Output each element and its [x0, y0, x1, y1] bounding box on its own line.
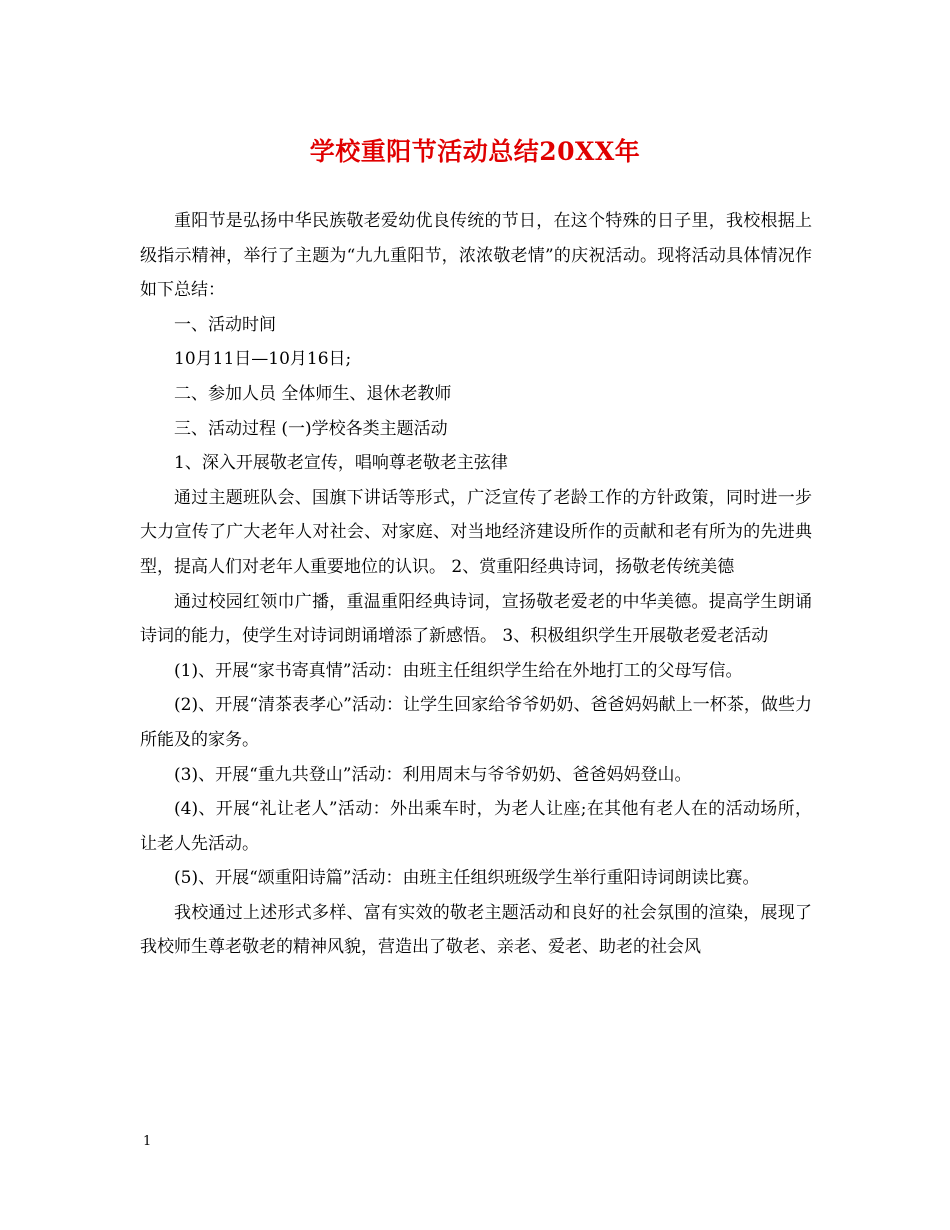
paragraph-section-time: 一、活动时间	[174, 314, 276, 335]
paragraph-intro: 重阳节是弘扬中华民族敬老爱幼优良传统的节日，在这个特殊的日子里，我校根据上级指示精神，举行了主题为“九九重阳节，浓浓敬老情”的庆祝活动。现将活动具体情况作如下总结：	[140, 211, 812, 301]
paragraph-conclusion: 我校通过上述形式多样、富有实效的敬老主题活动和良好的社会氛围的渲染，展现了我校师生尊老敬老的精神风貌，营造出了敬老、亲老、爱老、助老的社会风	[140, 902, 812, 958]
paragraph-item-1-detail: 通过主题班队会、国旗下讲话等形式，广泛宣传了老龄工作的方针政策，同时进一步大力宣传了广大老年人对社会、对家庭、对当地经济建设所作的贡献和老有所为的先进典型，提高人们对老年人重要地位的认识。 2、赏重阳经典诗词，扬敬老传统美德	[140, 487, 812, 577]
paragraph-section-process: 三、活动过程 (一)学校各类主题活动	[174, 418, 448, 439]
paragraph-item-1: 1、深入开展敬老宣传，唱响尊老敬老主弦律	[174, 453, 508, 474]
paragraph-activity-2: (2)、开展“清茶表孝心”活动：让学生回家给爷爷奶奶、爸爸妈妈献上一杯茶，做些力所能及的家务。	[140, 695, 812, 750]
paragraph-participants: 二、参加人员 全体师生、退休老教师	[174, 383, 452, 404]
page-number: 1	[143, 1134, 152, 1149]
document-title: 学校重阳节活动总结20XX年	[309, 137, 641, 166]
paragraph-activity-4: (4)、开展“礼让老人”活动：外出乘车时，为老人让座;在其他有老人在的活动场所，让老人先活动。	[140, 799, 812, 854]
paragraph-date-range: 10月11日—10月16日;	[174, 349, 352, 370]
document-body	[140, 204, 812, 965]
paragraph-activity-3: (3)、开展“重九共登山”活动：利用周末与爷爷奶奶、爸爸妈妈登山。	[174, 764, 692, 785]
paragraph-activity-5: (5)、开展“颂重阳诗篇”活动：由班主任组织班级学生举行重阳诗词朗读比赛。	[174, 868, 760, 889]
paragraph-activity-1: (1)、开展“家书寄真情”活动：由班主任组织学生给在外地打工的父母写信。	[174, 660, 743, 681]
paragraph-item-2-detail: 通过校园红领巾广播，重温重阳经典诗词，宣扬敬老爱老的中华美德。提高学生朗诵诗词的能力，使学生对诗词朗诵增添了新感悟。 3、积极组织学生开展敬老爱老活动	[140, 591, 812, 647]
